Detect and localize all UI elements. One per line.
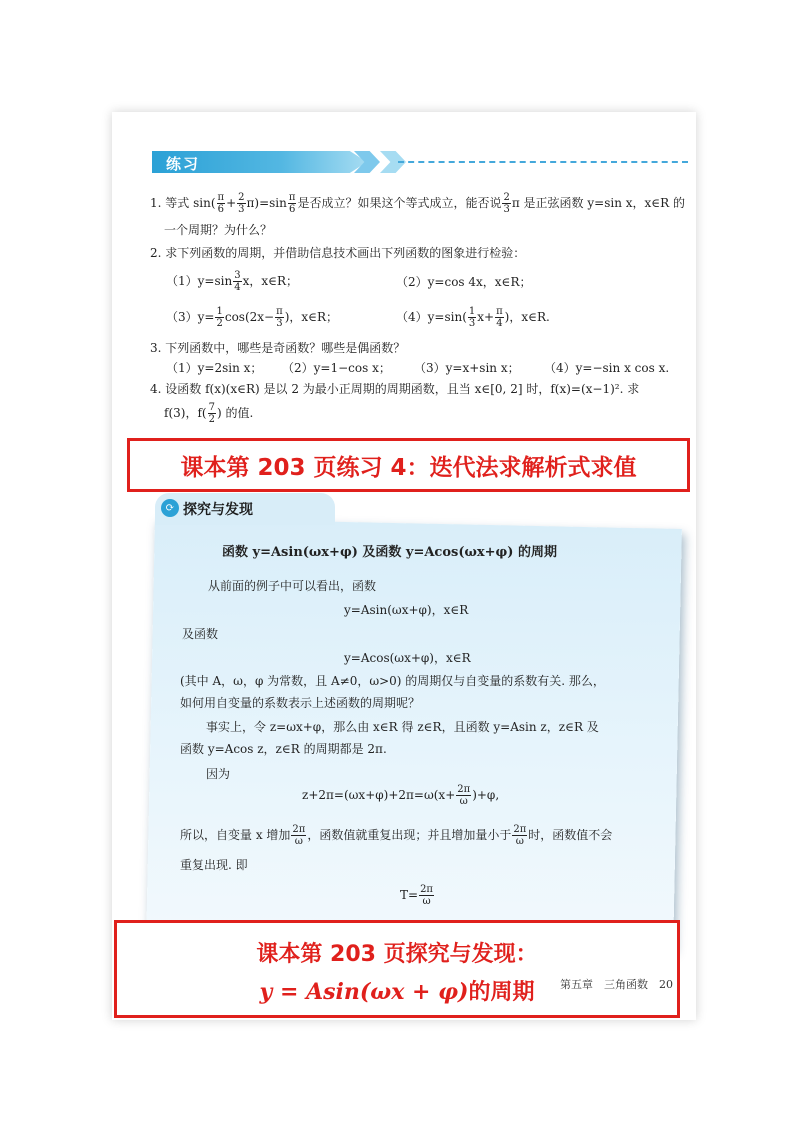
exercise-q4: 4. 设函数 f(x)(x∈R) 是以 2 为最小正周期的周期函数，且当 x∈[0, 2] 时，f(x)=(x−1)². 求 — [150, 382, 640, 396]
explore-title: 探究与发现 — [183, 502, 253, 518]
explore-eq1: y=Asin(ωx+φ)，x∈R — [344, 603, 469, 617]
explore-eq2: y=Acos(ωx+φ)，x∈R — [344, 651, 471, 665]
exercise-q3-2: （2）y=1−cos x； — [282, 361, 391, 375]
fraction: $\frac{2\pi}{\omega}$ — [420, 884, 433, 907]
explore-p7: 因为 — [206, 767, 231, 781]
fraction: $\frac{2\pi}{\omega}$ — [457, 784, 471, 807]
exercise-q2-2: （2）y=cos 4x，x∈R； — [396, 275, 532, 289]
explore-p3: (其中 A，ω，φ 为常数，且 A≠0，ω>0) 的周期仅与自变量的系数有关. 那么， — [180, 674, 605, 688]
exercise-q4-line2: f(3)，f( $\frac{7}{2}$ ) 的值. — [164, 402, 254, 425]
exercise-q1-line2: 一个周期？为什么？ — [164, 223, 273, 237]
exercise-q1: 1. 等式 sin( $\frac{\pi}{6}$ + $\frac{2}{3}$ π)=sin $\frac{\pi}{6}$ 是否成立？如果这个等式成立，能否说 $\frac{2}{3}$ π 是正弦函数 y=sin x，x∈R 的 — [150, 192, 686, 215]
explore-p2: 及函数 — [182, 627, 219, 641]
explore-eq4: T= $\frac{2\pi}{\omega}$ — [400, 884, 433, 907]
explore-eq3: z+2π=(ωx+φ)+2π=ω(x+ $\frac{2\pi}{\omega}$ )+φ, — [302, 784, 500, 807]
annotation-box-exercise — [127, 438, 690, 492]
fraction: $\frac{2}{3}$ — [238, 192, 245, 215]
fraction: $\frac{\pi}{4}$ — [496, 306, 503, 329]
explore-p8: 所以，自变量 x 增加 $\frac{2\pi}{\omega}$ ，函数值就重复出现；并且增加量小于 $\frac{2\pi}{\omega}$ 时，函数值不会 — [180, 824, 613, 847]
fraction: $\frac{\pi}{3}$ — [276, 306, 283, 329]
annotation-line2: y = Asin(ωx + φ)的周期 — [259, 979, 535, 1005]
exercise-q3-1: （1）y=2sin x； — [166, 361, 263, 375]
exercise-q3: 3. 下列函数中，哪些是奇函数？哪些是偶函数？ — [150, 341, 406, 355]
fraction: $\frac{1}{3}$ — [468, 306, 476, 329]
page-footer: 第五章 三角函数 20 — [560, 978, 673, 991]
fraction: $\frac{\pi}{6}$ — [288, 192, 296, 215]
explore-tab — [155, 493, 335, 525]
explore-p5: 事实上，令 z=ωx+φ，那么由 x∈R 得 z∈R，且函数 y=Asin z，z∈R 及 — [206, 720, 599, 734]
exercise-q3-4: （4）y=−sin x cos x. — [544, 361, 670, 375]
explore-icon: ⟳ — [161, 499, 179, 517]
exercise-q2-4: （4）y=sin( $\frac{1}{3}$ x+ $\frac{\pi}{4}$ )，x∈R. — [396, 306, 550, 329]
exercise-q2: 2. 求下列函数的周期，并借助信息技术画出下列函数的图象进行检验： — [150, 246, 526, 260]
annotation-text: 课本第 203 页练习 4：迭代法求解析式求值 — [180, 454, 637, 481]
fraction: $\frac{\pi}{6}$ — [217, 192, 225, 215]
fraction: $\frac{2\pi}{\omega}$ — [513, 824, 527, 847]
fraction: $\frac{7}{2}$ — [208, 402, 215, 425]
annotation-box-explore — [114, 920, 680, 1018]
explore-heading: 函数 y=Asin(ωx+φ) 及函数 y=Acos(ωx+φ) 的周期 — [222, 545, 557, 560]
exercise-q2-3: （3）y= $\frac{1}{2}$ cos(2x− $\frac{\pi}{3}$ )，x∈R； — [166, 306, 339, 329]
explore-p6: 函数 y=Acos z，z∈R 的周期都是 2π. — [180, 742, 387, 756]
exercise-q2-1: （1）y=sin $\frac{3}{4}$ x，x∈R； — [166, 270, 299, 293]
fraction: $\frac{3}{4}$ — [234, 270, 241, 293]
annotation-line1: 课本第 203 页探究与发现： — [256, 942, 538, 967]
explore-p1: 从前面的例子中可以看出，函数 — [208, 579, 377, 593]
explore-p4: 如何用自变量的系数表示上述函数的周期呢？ — [180, 696, 421, 710]
exercise-header — [152, 151, 692, 173]
fraction: $\frac{1}{2}$ — [216, 306, 223, 329]
header-dashed-line — [398, 161, 688, 163]
exercise-title: 练习 — [166, 155, 201, 173]
explore-p9: 重复出现. 即 — [180, 858, 248, 872]
fraction: $\frac{2}{3}$ — [503, 192, 510, 215]
exercise-q3-3: （3）y=x+sin x； — [414, 361, 520, 375]
fraction: $\frac{2\pi}{\omega}$ — [292, 824, 306, 847]
